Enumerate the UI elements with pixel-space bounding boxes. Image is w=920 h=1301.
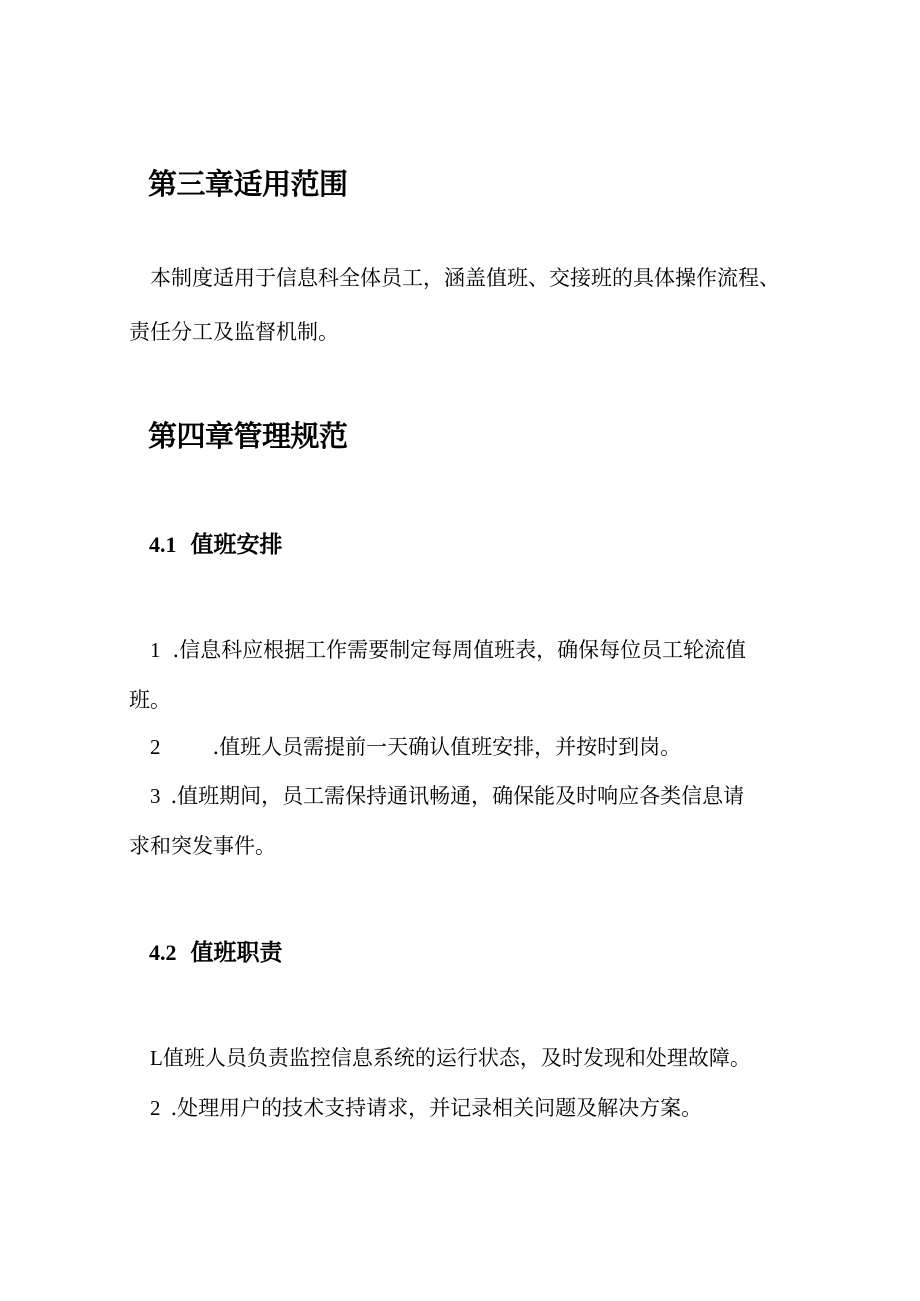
- section-4-2-number: 4.2: [149, 940, 177, 965]
- section-4-2-heading: [149, 938, 283, 968]
- list-item-number: 2: [150, 735, 161, 759]
- list-item-number: L: [150, 1046, 163, 1070]
- list-item-text: .值班人员需提前一天确认值班安排，并按时到岗。: [212, 735, 682, 759]
- list-item-text: .信息科应根据工作需要制定每周值班表，确保每位员工轮流值: [172, 638, 747, 662]
- section-4-1-heading: [149, 530, 283, 560]
- list-item-number: 1: [150, 638, 161, 662]
- section-4-1-title: 值班安排: [190, 532, 283, 558]
- section-4-1-item-2: [150, 733, 681, 761]
- list-item-text: 值班人员负责监控信息系统的运行状态，及时发现和处理故障。: [162, 1046, 751, 1070]
- section-4-1-item-1-line-1: [150, 636, 746, 664]
- chapter-3-body-line-1: 本制度适用于信息科全体员工，涵盖值班、交接班的具体操作流程、: [150, 266, 780, 290]
- section-4-1-number: 4.1: [149, 532, 177, 557]
- list-item-number: 2: [150, 1096, 161, 1120]
- list-item-text: .处理用户的技术支持请求，并记录相关问题及解决方案。: [170, 1096, 703, 1120]
- section-4-2-title: 值班职责: [190, 940, 283, 966]
- section-4-2-item-1: [150, 1044, 751, 1072]
- section-4-1-item-3-line-2: 求和突发事件。: [129, 834, 276, 858]
- list-item-text: .值班期间，员工需保持通讯畅通，确保能及时响应各类信息请: [170, 784, 745, 808]
- chapter-4-heading: 第四章管理规范: [148, 419, 348, 453]
- chapter-3-heading: 第三章适用范围: [148, 167, 348, 201]
- list-item-number: 3: [150, 784, 161, 808]
- chapter-3-body-line-2: 责任分工及监督机制。: [129, 320, 339, 344]
- section-4-1-item-1-line-2: 班。: [129, 688, 171, 712]
- section-4-2-item-2: [150, 1094, 702, 1122]
- section-4-1-item-3-line-1: [150, 782, 744, 810]
